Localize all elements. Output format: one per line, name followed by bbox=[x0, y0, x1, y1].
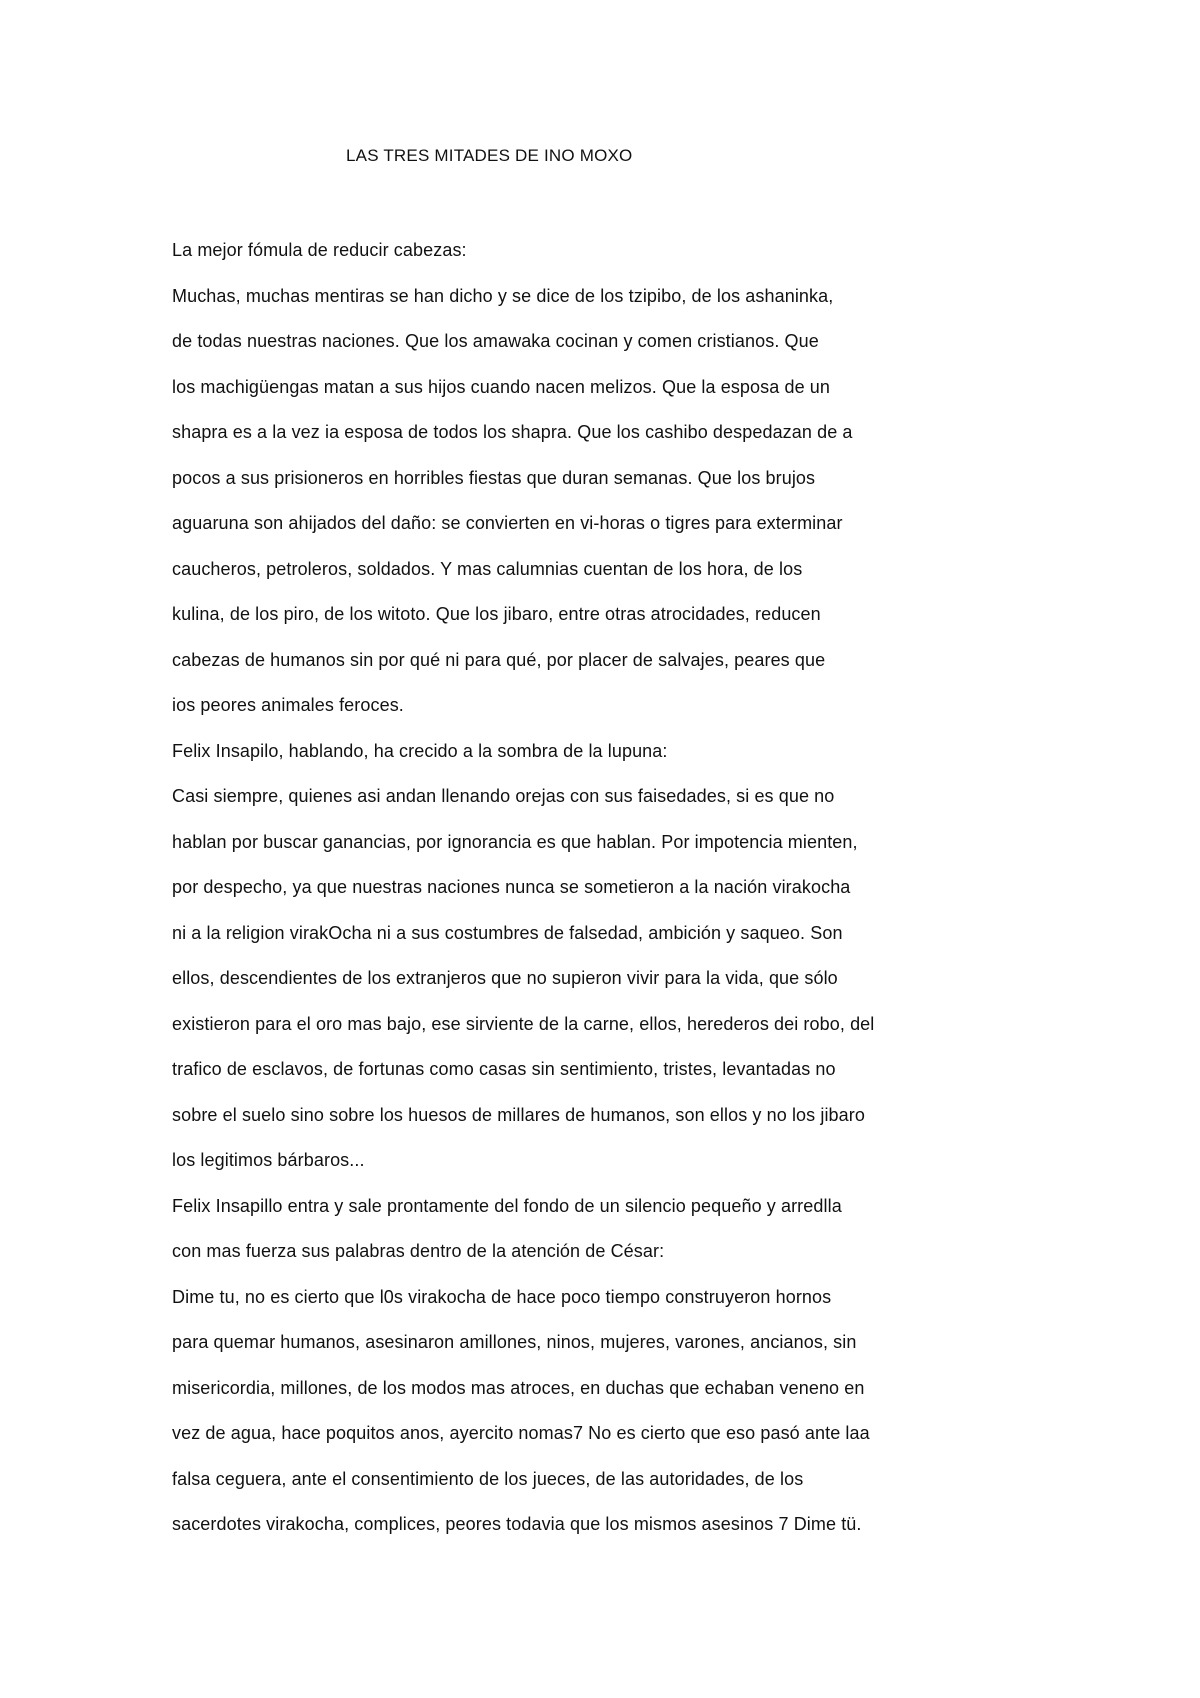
text-line: con mas fuerza sus palabras dentro de la atención de César: bbox=[172, 1241, 665, 1261]
text-line: shapra es a la vez ia esposa de todos los shapra. Que los cashibo despedazan de a bbox=[172, 422, 853, 442]
text-line: vez de agua, hace poquitos anos, ayercito nomas7 No es cierto que eso pasó ante laa bbox=[172, 1423, 870, 1443]
text-line: aguaruna son ahijados del daño: se convierten en vi-horas o tigres para exterminar bbox=[172, 513, 843, 533]
text-line: de todas nuestras naciones. Que los amawaka cocinan y comen cristianos. Que bbox=[172, 331, 819, 351]
text-line: Casi siempre, quienes asi andan llenando orejas con sus faisedades, si es que no bbox=[172, 786, 835, 806]
text-line: existieron para el oro mas bajo, ese sirviente de la carne, ellos, herederos dei robo, del bbox=[172, 1013, 875, 1034]
text-line: los machigüengas matan a sus hijos cuando nacen melizos. Que la esposa de un bbox=[172, 376, 830, 397]
text-line: kulina, de los piro, de los witoto. Que los jibaro, entre otras atrocidades, reducen bbox=[172, 604, 821, 624]
text-line: pocos a sus prisioneros en horribles fiestas que duran semanas. Que los brujos bbox=[172, 467, 816, 488]
text-line: los legitimos bárbaros... bbox=[172, 1150, 365, 1170]
text-line: ni a la religion virakOcha ni a sus costumbres de falsedad, ambición y saqueo. Son bbox=[172, 922, 843, 943]
text-line: hablan por buscar ganancias, por ignorancia es que hablan. Por impotencia mienten, bbox=[172, 831, 858, 852]
text-line: sacerdotes virakocha, complices, peores todavia que los mismos asesinos 7 Dime tü. bbox=[172, 1514, 862, 1534]
document-title: LAS TRES MITADES DE INO MOXO bbox=[346, 146, 633, 165]
text-line: ellos, descendientes de los extranjeros que no supieron vivir para la vida, que sólo bbox=[172, 968, 838, 988]
text-line: Felix Insapillo entra y sale prontamente del fondo de un silencio pequeño y arredlla bbox=[172, 1195, 842, 1216]
document-body bbox=[172, 237, 972, 1557]
text-line: sobre el suelo sino sobre los huesos de millares de humanos, son ellos y no los jibaro bbox=[172, 1104, 865, 1125]
text-line: cabezas de humanos sin por qué ni para qué, por placer de salvajes, peares que bbox=[172, 649, 826, 670]
text-line: La mejor fómula de reducir cabezas: bbox=[172, 240, 467, 260]
text-line: Dime tu, no es cierto que l0s virakocha de hace poco tiempo construyeron hornos bbox=[172, 1286, 832, 1307]
text-line: misericordia, millones, de los modos mas atroces, en duchas que echaban veneno en bbox=[172, 1377, 865, 1398]
text-line: ios peores animales feroces. bbox=[172, 695, 404, 715]
text-line: caucheros, petroleros, soldados. Y mas calumnias cuentan de los hora, de los bbox=[172, 558, 803, 579]
text-line: por despecho, ya que nuestras naciones nunca se sometieron a la nación virakocha bbox=[172, 877, 851, 897]
text-line: Muchas, muchas mentiras se han dicho y se dice de los tzipibo, de los ashaninka, bbox=[172, 285, 834, 306]
text-line: Felix Insapilo, hablando, ha crecido a la sombra de la lupuna: bbox=[172, 740, 668, 761]
text-line: trafico de esclavos, de fortunas como casas sin sentimiento, tristes, levantadas no bbox=[172, 1059, 836, 1079]
text-line: para quemar humanos, asesinaron amillones, ninos, mujeres, varones, ancianos, sin bbox=[172, 1332, 857, 1352]
text-line: falsa ceguera, ante el consentimiento de los jueces, de las autoridades, de los bbox=[172, 1468, 804, 1489]
